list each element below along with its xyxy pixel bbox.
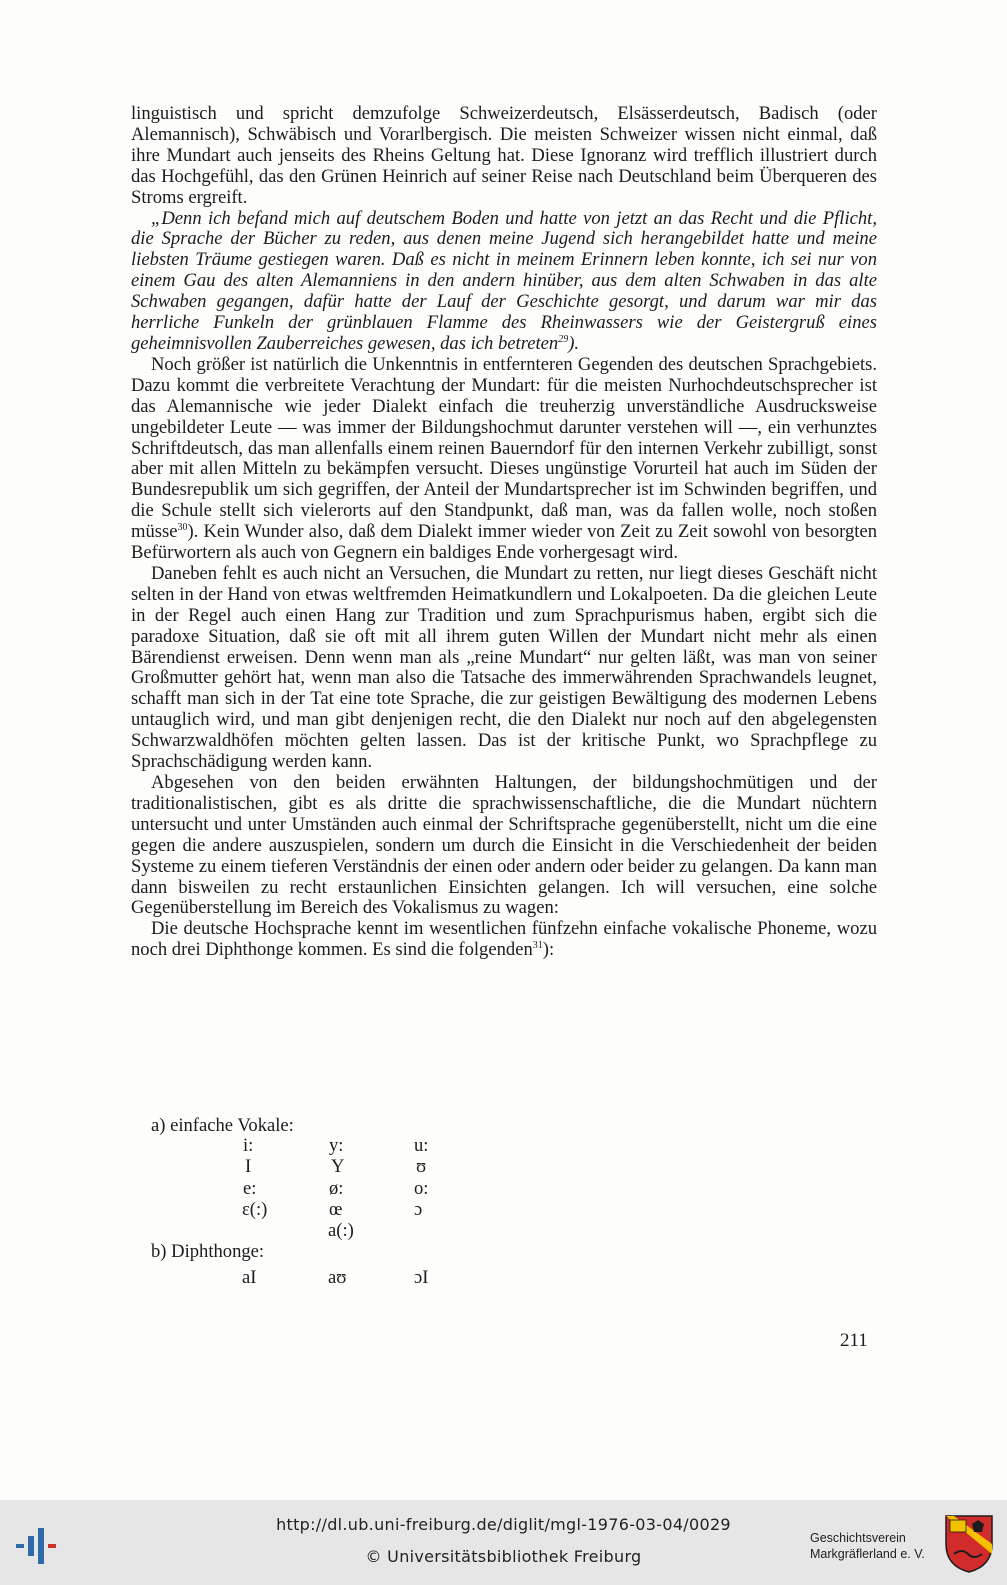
paragraph-haltungen: Abgesehen von den beiden erwähnten Haltungen, der bildungshochmütigen und der traditionalistischen, gibt es als dritte die sprachwissenschaftliche, die die Mundart nüchtern untersucht und unter Umständen auch einmal der Schriftsprache gegenüberstellt, nicht um die eine gegen die andere auszuspielen, sondern um durch die Einsicht in die Verschiedenheit der beiden Systeme zu einem tieferen Verständnis der einen oder andern oder beider zu gelangen. Da kann man dann bisweilen zu recht erstaunlichen Einsichten gelangen. Ich will versuchen, eine solche Gegenüberstellung im Bereich des Vokalismus zu wagen: — [131, 772, 877, 919]
vowel-cell: e: — [243, 1178, 257, 1199]
vowel-cell: a(:) — [328, 1220, 354, 1241]
vowel-cell: œ — [329, 1199, 343, 1220]
vowel-cell: ɛ(:) — [242, 1199, 268, 1220]
quote-gruener-heinrich: „Denn ich befand mich auf deutschem Boden und hatte von jetzt an das Recht und die Pflicht, die Sprache der Bücher zu reden, aus denen meine Jugend sich herangebildet hatte und meine liebsten Träume gestiegen waren. Daß es nicht in meinem Erinnern leben konnte, ich sei nur von einem Gau des alten Alemanniens in den andern hinüber, aus dem alten Schwaben in das alte Schwaben gegangen, dafür hatte der Lauf der Geschichte gesorgt, und darum war mir das herrliche Funkeln der grünblauen Flamme des Rheinwassers wie der Geistergruß eines geheimnisvollen Zauberreiches gewesen, das ich betreten$^{29}$). — [131, 207, 877, 354]
vowel-cell: ɔ — [414, 1199, 423, 1220]
diphthong-cell: aI — [242, 1267, 257, 1288]
vowel-cell: ʊ — [416, 1156, 427, 1177]
vowel-cell: y: — [329, 1135, 344, 1156]
vowel-cell: i: — [243, 1135, 254, 1156]
label-diphthongs: b) Diphthonge: — [151, 1241, 265, 1262]
society-name: Geschichtsverein Markgräflerland e. V. — [810, 1531, 925, 1561]
diphthong-cell: aʊ — [328, 1267, 347, 1288]
viewer-footer — [0, 1500, 1007, 1585]
vowel-cell: Y — [331, 1156, 345, 1177]
vowel-cell: ø: — [329, 1178, 344, 1199]
copyright-text: © Universitätsbibliothek Freiburg — [365, 1547, 642, 1566]
paragraph-intro: linguistisch und spricht demzufolge Schweizerdeutsch, Elsässerdeutsch, Badisch (oder Alemannisch), Schwäbisch und Vorarlbergisch. Die meisten Schweizer wissen nicht einmal, daß ihre Mundart auch jenseits des Rheins Geltung hat. Diese Ignoranz wird trefflich illustriert durch das Hochgefühl, das den Grünen Heinrich auf seiner Reise nach Deutschland beim Überqueren des Stroms ergreift. — [131, 103, 877, 208]
body-text — [131, 104, 877, 961]
footnote-ref-29[interactable]: 29 — [558, 333, 569, 345]
footnote-ref-31[interactable]: 31 — [532, 940, 543, 952]
page-number: 211 — [840, 1330, 868, 1351]
coat-of-arms-icon — [944, 1514, 994, 1574]
label-simple-vowels: a) einfache Vokale: — [151, 1115, 294, 1136]
diphthong-cell: ɔI — [414, 1267, 429, 1288]
paragraph-versuche: Daneben fehlt es auch nicht an Versuchen, die Mundart zu retten, nur liegt dieses Geschäft nicht selten in der Hand von etwas weltfremden Heimatkundlern und Lokalpoeten. Da die gleichen Leute in der Regel auch einen Hang zur Tradition und zum Sprachpurismus haben, ergibt sich die paradoxe Situation, daß sie oft mit all ihrem guten Willen der Mundart nicht mehr als einen Bärendienst erweisen. Denn wenn man als „reine Mundart“ nur gelten läßt, was man von seiner Großmutter gehört hat, wenn man also die Tatsache des immerwährenden Sprachwandels leugnet, schafft man sich in der Tat eine tote Sprache, die zur geistigen Bewältigung des modernen Lebens untauglich wird, und man gibt denjenigen recht, die den Dialekt nur noch auf den abgelegensten Schwarzwaldhöfen möchten gelten lassen. Das ist der kritische Punkt, wo Sprachpflege zu Sprachschädigung werden kann. — [131, 562, 877, 773]
vowel-cell: I — [245, 1156, 252, 1177]
paragraph-unkenntnis: Noch größer ist natürlich die Unkenntnis in entfernteren Gegenden des deutschen Sprachgebiets. Dazu kommt die verbreitete Verachtung der Mundart: für die meisten Nurhochdeutschsprecher ist das Alemannische wie jeder Dialekt einfach die treuherzig unverständliche Ausdrucksweise ungebildeter Leute — was immer der Bildungshochmut darunter verstehen will —, ein verhunztes Schriftdeutsch, das man allenfalls einem reinen Bauerndorf für den internen Verkehr zubilligt, sonst aber mit allen Mitteln zu bekämpfen versucht. Dieses ungünstige Vorurteil hat auch im Süden der Bundesrepublik um sich gegriffen, der Anteil der Mundartsprecher ist im Schwinden begriffen, und die Schule stellt sich vielerorts auf den Standpunkt, daß man, was da fallen wolle, noch stoßen müsse$^{30}$). Kein Wunder also, daß dem Dialekt immer wieder von Zeit zu Zeit sowohl von besorgten Befürwortern als auch von Gegnern ein baldiges Ende vorhergesagt wird. — [131, 353, 877, 564]
paragraph-hochsprache: Die deutsche Hochsprache kennt im wesentlichen fünfzehn einfache vokalische Phoneme, wozu noch drei Diphthonge kommen. Es sind die folgenden$^{31}$): — [131, 918, 877, 961]
footnote-ref-30[interactable]: 30 — [177, 522, 188, 534]
vowel-cell: o: — [414, 1178, 429, 1199]
vowel-cell: u: — [414, 1135, 429, 1156]
document-url-link[interactable]: http://dl.ub.uni-freiburg.de/diglit/mgl-1976-03-04/0029 — [276, 1515, 731, 1534]
